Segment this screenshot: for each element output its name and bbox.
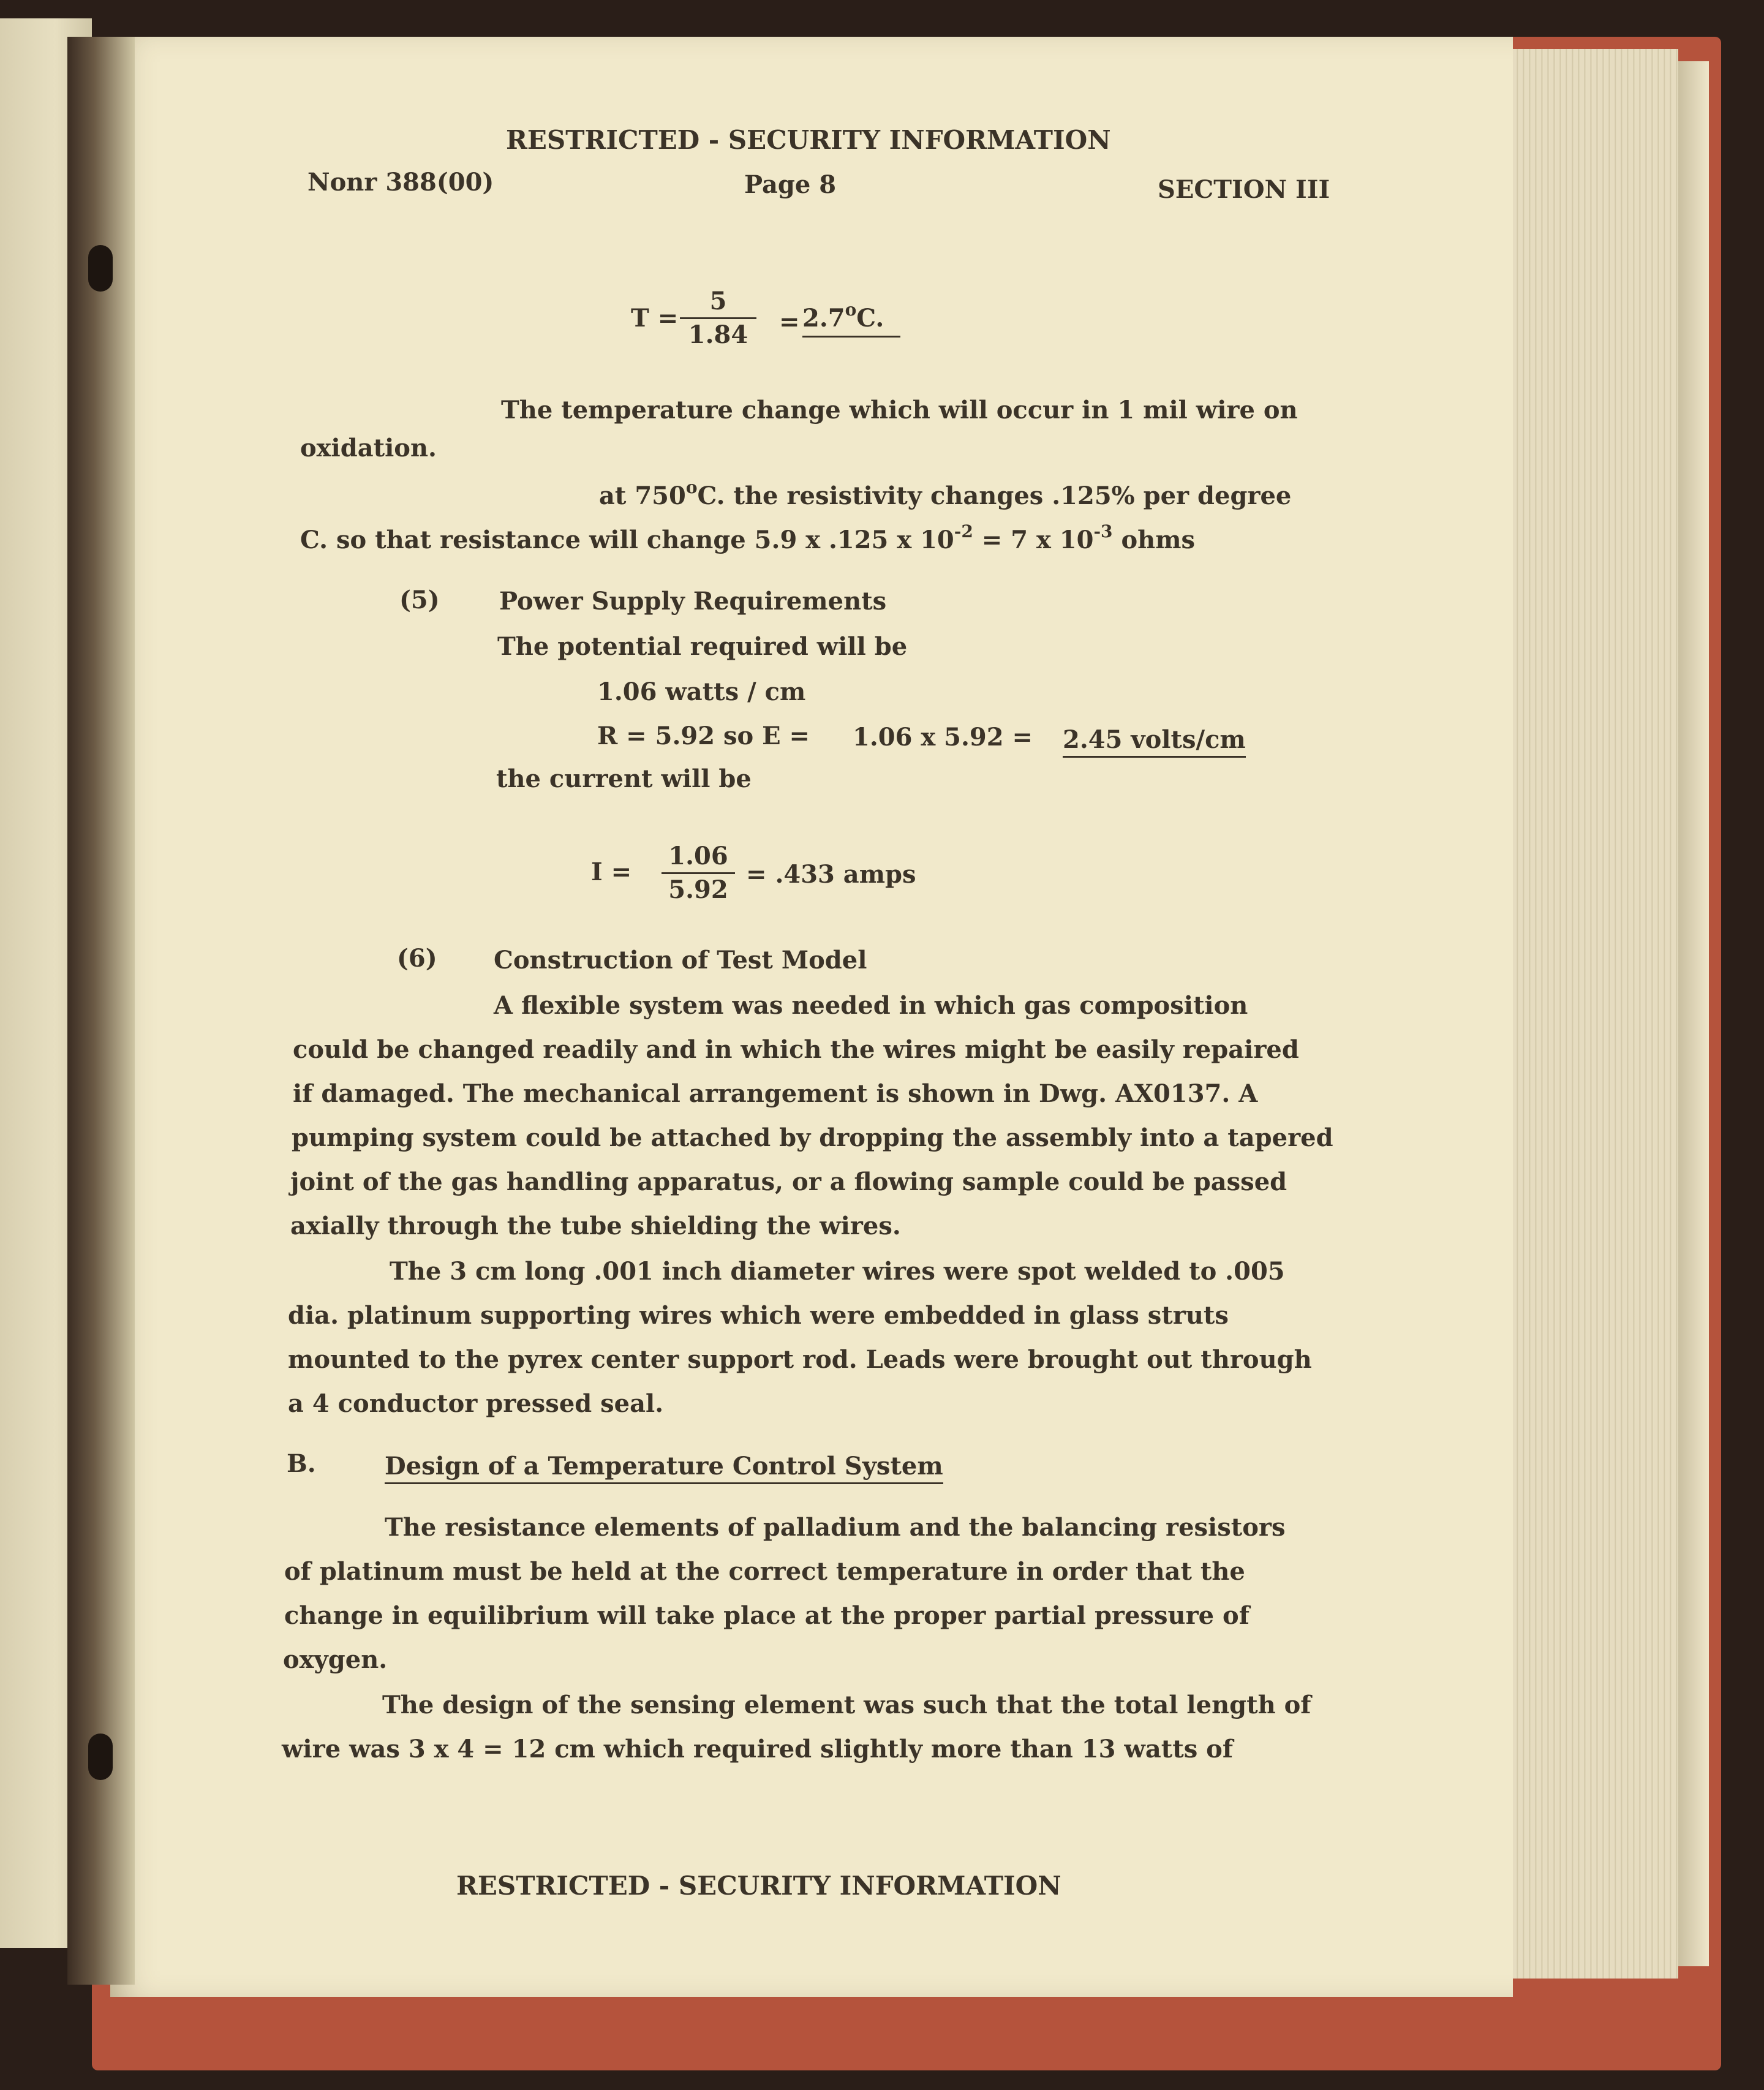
eq-temp-denominator: 1.84 — [688, 320, 748, 349]
sec6-p2-line-3: mounted to the pyrex center support rod. Leads were brought out through — [288, 1345, 1312, 1374]
resistivity-line-1 — [599, 477, 1292, 510]
temp-change-line-1: The temperature change which will occur in 1 mil wire on — [501, 396, 1298, 424]
eq-temp-result-value: 2.7 — [802, 304, 845, 333]
eq-current-numerator: 1.06 — [662, 844, 735, 874]
page-stack-edges — [1494, 49, 1678, 1979]
binding-hole-top — [88, 245, 113, 292]
secB-p2-line-1: The design of the sensing element was such that the total length of — [382, 1691, 1311, 1719]
resistivity-l1-b: C. the resistivity changes .125% per degree — [697, 481, 1292, 510]
resistivity-l2-c: ohms — [1112, 526, 1196, 554]
resistivity-line-2 — [300, 521, 1196, 554]
header-page-number: Page 8 — [744, 170, 837, 199]
sec6-p2-line-1: The 3 cm long .001 inch diameter wires were spot welded to .005 — [390, 1257, 1285, 1286]
sec6-p1-line-3: if damaged. The mechanical arrangement is shown in Dwg. AX0137. A — [293, 1079, 1258, 1108]
sec5-title: Power Supply Requirements — [499, 587, 887, 616]
secB-p1-line-4: oxygen. — [283, 1645, 388, 1674]
header-contract: Nonr 388(00) — [307, 168, 494, 197]
eq-temp-result-unit: C. — [856, 304, 884, 333]
sec6-p1-line-6: axially through the tube shielding the wires. — [290, 1212, 901, 1240]
header-classification: RESTRICTED - SECURITY INFORMATION — [506, 125, 1111, 155]
sec5-line-3b: 1.06 x 5.92 = — [853, 723, 1033, 752]
eq-temp-lhs: T = — [631, 304, 679, 333]
secB-p1-line-1: The resistance elements of palladium and the balancing resistors — [385, 1513, 1286, 1542]
sec6-p1-line-1: A flexible system was needed in which gas composition — [494, 991, 1248, 1020]
sec5-line-3a: R = 5.92 so E = — [597, 722, 810, 750]
eq-temp-fraction — [680, 289, 756, 347]
eq-current-lhs: I = — [591, 858, 632, 886]
footer-classification: RESTRICTED - SECURITY INFORMATION — [456, 1871, 1061, 1901]
sec6-p2-line-2: dia. platinum supporting wires which were embedded in glass struts — [288, 1301, 1229, 1330]
sec5-line-4: the current will be — [496, 764, 752, 793]
secB-p2-line-2: wire was 3 x 4 = 12 cm which required slightly more than 13 watts of — [282, 1735, 1234, 1764]
sec6-title: Construction of Test Model — [494, 946, 867, 975]
eq-temp-equals: = — [779, 307, 800, 336]
resistivity-l1-a: at 750 — [599, 481, 686, 510]
sec5-line-1: The potential required will be — [497, 632, 908, 661]
eq-current-rhs: = .433 amps — [746, 860, 916, 889]
sec6-p2-line-4: a 4 conductor pressed seal. — [288, 1389, 664, 1418]
resistivity-l2-a: C. so that resistance will change 5.9 x .125 x 10 — [300, 526, 954, 554]
sec6-p1-line-2: could be changed readily and in which the wires might be easily repaired — [293, 1035, 1299, 1064]
resistivity-l2-b: = 7 x 10 — [973, 526, 1094, 554]
sec5-line-3c: 2.45 volts/cm — [1063, 728, 1246, 758]
eq-temp-result — [802, 300, 900, 338]
temp-change-line-2: oxidation. — [300, 434, 437, 462]
sec6-number: (6) — [397, 944, 437, 973]
sec6-p1-line-5: joint of the gas handling apparatus, or a flowing sample could be passed — [290, 1168, 1287, 1196]
cover-inner-edge — [1678, 61, 1709, 1966]
resistivity-l1-degree: o — [685, 477, 698, 497]
secB-letter: B. — [287, 1449, 316, 1478]
resistivity-l2-exp-1: -2 — [954, 521, 973, 541]
secB-p1-line-2: of platinum must be held at the correct temperature in order that the — [284, 1557, 1245, 1586]
sec5-line-2: 1.06 watts / cm — [597, 677, 806, 706]
sec5-number: (5) — [399, 586, 440, 614]
secB-title: Design of a Temperature Control System — [385, 1454, 943, 1484]
header-section: SECTION III — [1158, 175, 1330, 204]
binding-hole-bottom — [88, 1733, 113, 1780]
secB-p1-line-3: change in equilibrium will take place at the proper partial pressure of — [284, 1601, 1250, 1630]
book-gutter — [67, 37, 135, 1985]
eq-current-denominator: 5.92 — [668, 875, 728, 904]
eq-temp-result-degree: o — [845, 300, 857, 320]
sec6-p1-line-4: pumping system could be attached by dropping the assembly into a tapered — [292, 1123, 1333, 1152]
resistivity-l2-exp-2: -3 — [1093, 521, 1113, 541]
eq-temp-numerator: 5 — [680, 289, 756, 319]
eq-current-fraction — [662, 844, 735, 902]
